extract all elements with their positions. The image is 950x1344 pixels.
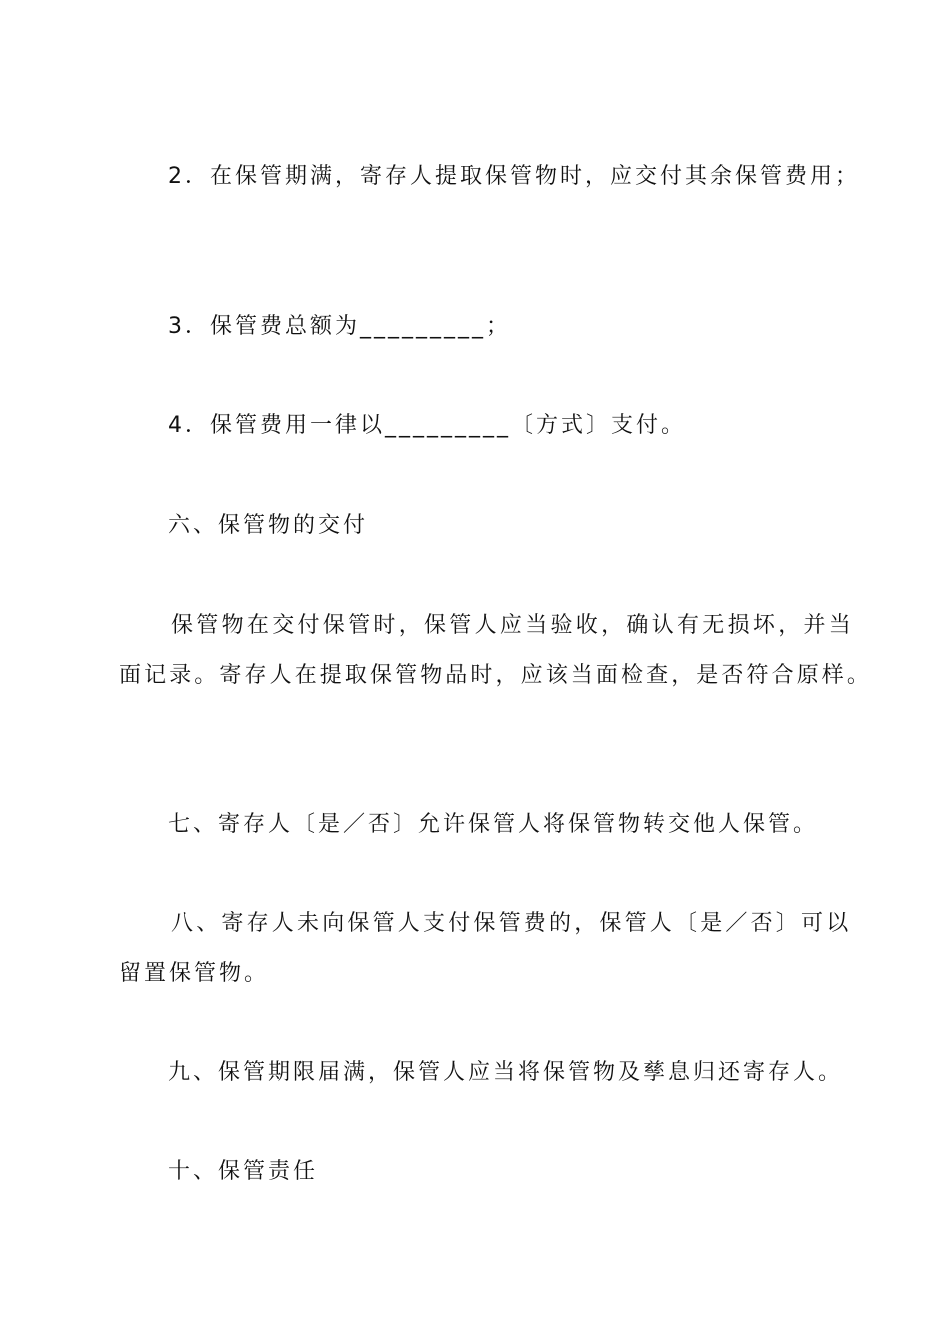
section-8-text-line-1: 八、寄存人未向保管人支付保管费的，保管人〔是／否〕可以: [171, 911, 852, 936]
section-heading-10: 十、保管责任: [168, 1159, 319, 1184]
section-8-text-line-2: 留置保管物。: [119, 961, 270, 986]
section-9-text: 九、保管期限届满，保管人应当将保管物及孳息归还寄存人。: [168, 1060, 844, 1085]
section-6-paragraph-line-2: 面记录。寄存人在提取保管物品时，应该当面检查，是否符合原样。: [119, 663, 873, 688]
clause-5-item-3: 3．保管费总额为_________；: [168, 314, 511, 339]
section-heading-6: 六、保管物的交付: [168, 513, 369, 538]
section-6-paragraph-line-1: 保管物在交付保管时，保管人应当验收，确认有无损坏，并当: [171, 613, 855, 638]
clause-5-item-4: 4．保管费用一律以_________〔方式〕支付。: [168, 413, 686, 438]
section-7-text: 七、寄存人〔是／否〕允许保管人将保管物转交他人保管。: [168, 812, 819, 837]
clause-5-item-2: 2．在保管期满，寄存人提取保管物时，应交付其余保管费用；: [168, 164, 860, 189]
